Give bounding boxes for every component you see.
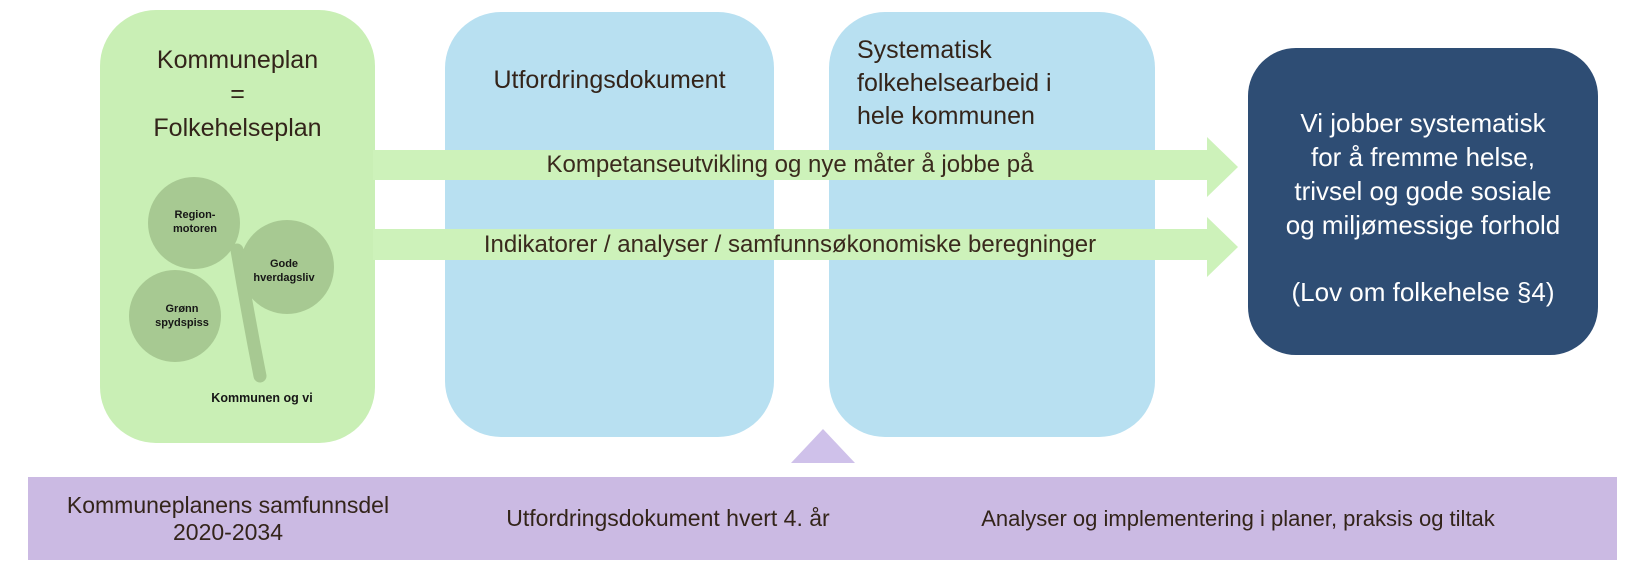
blue-box-utfordringsdokument [445,12,774,437]
navy-line-4: og miljømessige forhold [1285,210,1561,240]
bar-item-1-line-1: Kommuneplanens samfunnsdel [66,491,390,518]
blue-box-2-line-1: Systematisk [857,36,992,64]
timeline-bar [28,477,1617,560]
blue-box-2-line-3: hele kommunen [857,102,1035,130]
green-box-kommuneplan [100,10,375,443]
bar-item-3-line-1: Analyser og implementering i planer, praksis og tiltak [981,506,1495,531]
navy-line-2: for å fremme helse, [1311,142,1535,172]
leaf-label-gode: Gode [269,258,299,270]
navy-line-3: trivsel og gode sosiale [1294,176,1552,206]
green-box-title-line-1: Kommuneplan [156,46,319,74]
arrow-2-label: Indikatorer / analyser / samfunnsøkonomiske beregninger [483,230,1097,258]
leaf-label-gronn: Grønn [165,303,199,315]
leaf-label-gronn-2: spydspiss [155,317,209,329]
up-triangle-icon [791,429,855,463]
leaf-label-region: Region- [174,209,216,221]
bar-item-analyser-og-implementering [928,477,1548,560]
navy-result-box [1248,48,1598,355]
blue-box-systematisk-folkehelsearbeid [829,12,1155,437]
clover-caption: Kommunen og vi [211,391,313,405]
blue-box-2-line-2: folkehelsearbeid i [857,69,1052,97]
blue-box-1-title: Utfordringsdokument [493,66,726,94]
arrow-2-head-icon [1207,217,1238,277]
bar-item-utfordringsdokument-hvert-4-ar [428,477,908,560]
green-box-title [100,10,375,145]
arrow-1-head-icon [1207,137,1238,197]
green-box-title-line-2: = [230,80,245,108]
bar-item-kommuneplanens-samfunnsdel [48,477,408,560]
leaf-label-gode-2: hverdagsliv [253,272,315,284]
leaf-label-region-2: motoren [173,223,217,235]
bar-item-2-line-1: Utfordringsdokument hvert 4. år [506,505,830,531]
arrow-kompetanseutvikling [373,150,1207,180]
clover-leaf-bottom [129,270,221,362]
arrow-indikatorer [373,229,1207,260]
bar-item-1-line-2: 2020-2034 [173,518,283,545]
green-box-title-line-3: Folkehelseplan [153,114,322,142]
clover-logo [118,160,353,415]
blue-box-2-title [829,12,1155,133]
navy-citation: (Lov om folkehelse §4) [1291,277,1555,307]
navy-line-1: Vi jobber systematisk [1300,108,1546,138]
arrow-1-label: Kompetanseutvikling og nye måter å jobbe på [546,151,1034,178]
navy-box-text [1248,48,1598,309]
